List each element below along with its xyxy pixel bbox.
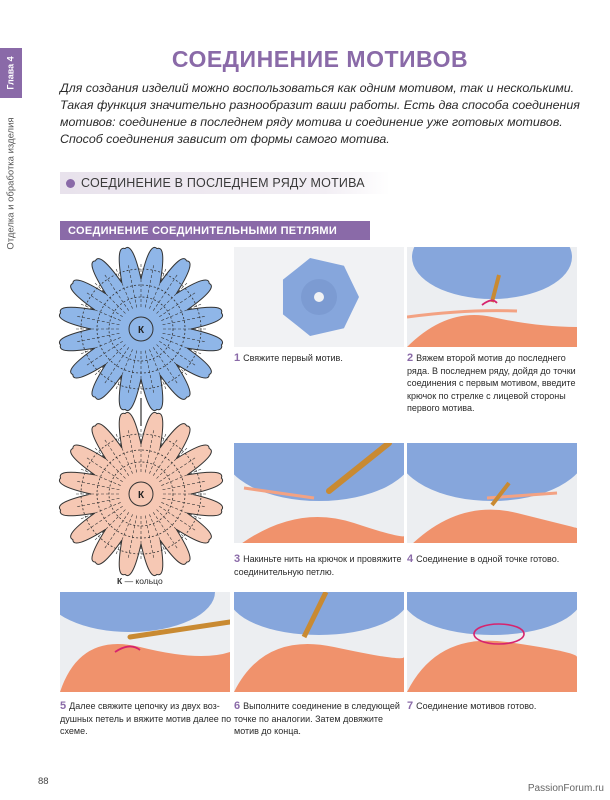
- bullet-dot-icon: [66, 179, 75, 188]
- step-caption-2: [407, 352, 579, 415]
- step-number: 3: [234, 553, 241, 565]
- step-caption-1: [234, 352, 406, 365]
- blue-motif-center-label: К: [137, 325, 145, 336]
- step-text: Выполните соединение в следующей точке по аналогии. Затем довяжите мотив до конца.: [234, 701, 400, 736]
- legend-key: К: [117, 576, 123, 586]
- step-text: Соединение мотивов готово.: [416, 701, 537, 711]
- step-photo-1: [234, 247, 404, 347]
- step-text: Далее свяжите цепочку из двух воздушных петель и вяжите мотив далее по схеме.: [60, 701, 232, 736]
- step-photo-7: [407, 592, 577, 692]
- step-photo-6: [234, 592, 404, 692]
- photo1-motif-hole: [314, 292, 324, 302]
- step-text: Свяжите первый мотив.: [243, 353, 343, 363]
- step-number: 1: [234, 352, 241, 364]
- page-title: СОЕДИНЕНИЕ МОТИВОВ: [171, 46, 469, 72]
- step-caption-3: [234, 553, 406, 578]
- step-text: Соединение в одной точке готово.: [416, 554, 560, 564]
- step-photo-5: [60, 592, 230, 692]
- step-photo-3: [234, 443, 404, 543]
- side-section-text: Отделка и обработка изделия: [5, 116, 17, 250]
- step-number: 6: [234, 700, 241, 712]
- step-text: Накиньте нить на крючок и провяжите соединительную петлю.: [234, 554, 402, 577]
- diagram-legend: [117, 576, 163, 586]
- blue-motif-diagram: [55, 243, 227, 415]
- peach-motif-center-label: К: [137, 490, 145, 501]
- subsection-heading: [60, 221, 370, 240]
- step-photo-2: [407, 247, 577, 347]
- step-caption-7: [407, 700, 579, 713]
- section-heading-text: СОЕДИНЕНИЕ В ПОСЛЕДНЕМ РЯДУ МОТИВА: [81, 176, 365, 190]
- step-photo-4: [407, 443, 577, 543]
- step-caption-6: [234, 700, 406, 738]
- section-side-label: [0, 108, 22, 258]
- peach-motif-diagram: [55, 408, 227, 580]
- step-text: Вяжем второй мотив до последнего ряда. В последнем ряду, дойдя до точки соединения с первым мотивом, введите крючок по стрелке с лицевой стороны первого мотива.: [407, 353, 576, 413]
- subsection-heading-text: СОЕДИНЕНИЕ СОЕДИНИТЕЛЬНЫМИ ПЕТЛЯМИ: [68, 224, 338, 237]
- step-number: 2: [407, 352, 414, 364]
- watermark: PassionForum.ru: [527, 783, 604, 794]
- legend-text: — кольцо: [122, 576, 163, 586]
- step-number: 5: [60, 700, 67, 712]
- step-number: 4: [407, 553, 414, 565]
- chapter-tab: [0, 48, 22, 98]
- intro-paragraph: Для создания изделий можно воспользоваться как одним мотивом, так и несколькими. Такая функция значительно разнообразит ваши работы. Есть два способа соединения мотивов: соединение в последнем ряду мотива и соединение уже готовых мотивов. Способ соединения зависит от формы самого мотива.: [60, 81, 580, 146]
- step-caption-4: [407, 553, 579, 566]
- section-heading: [60, 172, 390, 194]
- page-number: 88: [38, 776, 49, 787]
- step-number: 7: [407, 700, 414, 712]
- connector-line: [138, 398, 144, 426]
- step-caption-5: [60, 700, 232, 738]
- chapter-label: Глава 4: [6, 56, 16, 90]
